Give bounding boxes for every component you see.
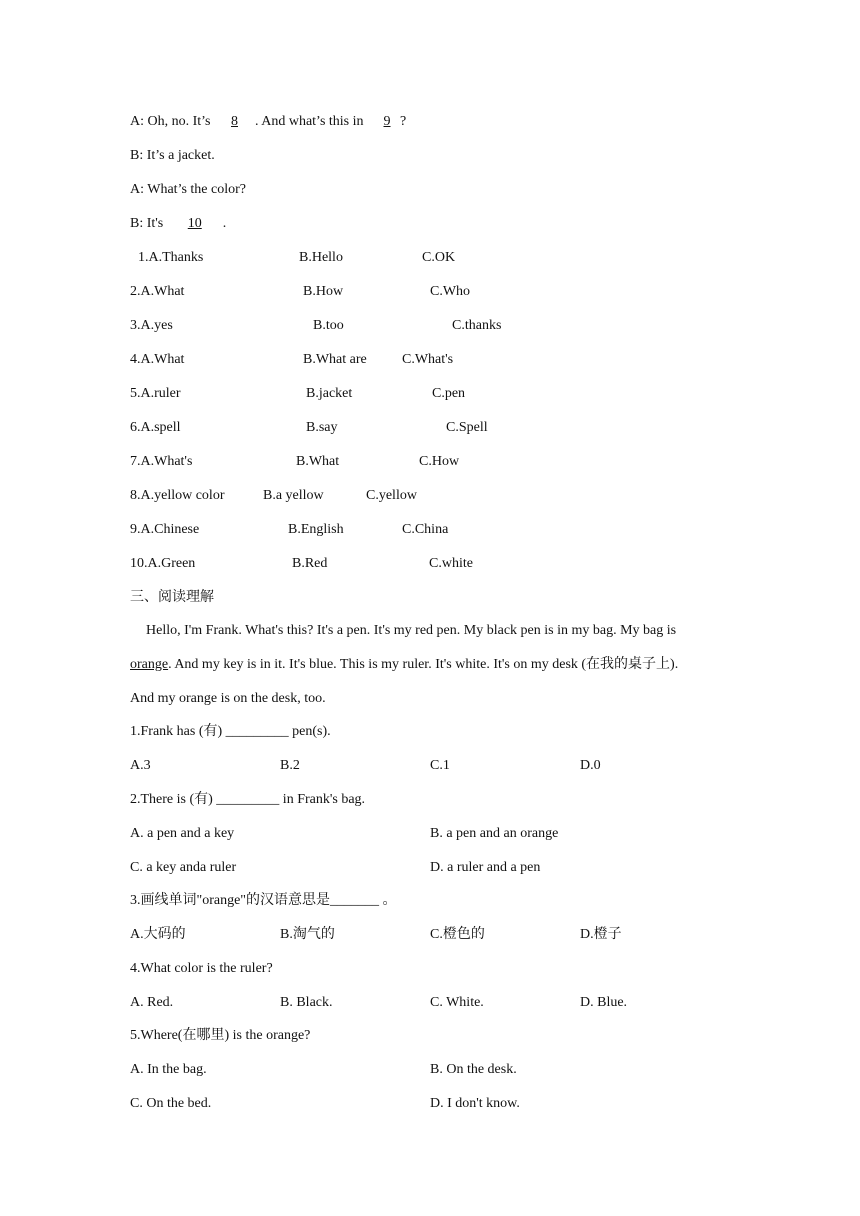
option-7a: 7.A.What's bbox=[130, 454, 193, 469]
option-6c: C.Spell bbox=[446, 420, 488, 435]
dialogue-text: A: Oh, no. It’s bbox=[130, 114, 214, 129]
option-10a: 10.A.Green bbox=[130, 556, 196, 571]
option-7c: C.How bbox=[419, 454, 460, 469]
dialogue-line-a1 bbox=[130, 113, 406, 131]
option-1b: B.Hello bbox=[299, 250, 343, 265]
option-5b: B.jacket bbox=[306, 386, 353, 401]
dialogue-line-b1: B: It’s a jacket. bbox=[130, 148, 215, 163]
passage-text: . And my key is in it. It's blue. This is my ruler. It's white. It's on my desk (在我的桌子上). bbox=[168, 657, 679, 672]
question-5-stem: 5.Where(在哪里) is the orange? bbox=[130, 1028, 311, 1043]
q4-option-a: A. Red. bbox=[130, 995, 174, 1010]
q5-option-a: A. In the bag. bbox=[130, 1062, 207, 1077]
passage-line-1: Hello, I'm Frank. What's this? It's a pen. It's my red pen. My black pen is in my bag. My bag is bbox=[146, 623, 677, 638]
section-heading: 三、阅读理解 bbox=[130, 590, 214, 605]
passage-line-2 bbox=[130, 656, 678, 674]
q2-option-b: B. a pen and an orange bbox=[430, 826, 559, 841]
option-4a: 4.A.What bbox=[130, 352, 185, 367]
q1-option-b: B.2 bbox=[280, 758, 300, 773]
option-5c: C.pen bbox=[432, 386, 466, 401]
dialogue-text: ? bbox=[400, 114, 407, 129]
option-4b: B.What are bbox=[303, 352, 367, 367]
q3-option-a: A.大码的 bbox=[130, 927, 186, 942]
option-1c: C.OK bbox=[422, 250, 456, 265]
blank-9: 9 bbox=[383, 114, 391, 129]
q3-option-c: C.橙色的 bbox=[430, 927, 485, 942]
passage-line-3: And my orange is on the desk, too. bbox=[130, 691, 326, 706]
question-1-stem: 1.Frank has (有) _________ pen(s). bbox=[130, 724, 331, 739]
question-2-stem: 2.There is (有) _________ in Frank's bag. bbox=[130, 792, 366, 807]
option-1a: 1.A.Thanks bbox=[138, 250, 204, 265]
dialogue-text: . bbox=[222, 216, 227, 231]
q5-option-d: D. I don't know. bbox=[430, 1096, 520, 1111]
option-2a: 2.A.What bbox=[130, 284, 185, 299]
option-8c: C.yellow bbox=[366, 488, 417, 503]
blank-8: 8 bbox=[231, 114, 238, 129]
option-10b: B.Red bbox=[292, 556, 328, 571]
option-5a: 5.A.ruler bbox=[130, 386, 181, 401]
option-6b: B.say bbox=[306, 420, 338, 435]
option-8b: B.a yellow bbox=[263, 488, 324, 503]
dialogue-line-b2 bbox=[130, 215, 226, 233]
dialogue-text: . And what’s this in bbox=[255, 114, 364, 129]
underlined-word-orange: orange bbox=[130, 657, 169, 672]
q2-option-c: C. a key anda ruler bbox=[130, 860, 237, 875]
option-4c: C.What's bbox=[402, 352, 454, 367]
option-3c: C.thanks bbox=[452, 318, 502, 333]
q3-option-b: B.淘气的 bbox=[280, 927, 335, 942]
q1-option-c: C.1 bbox=[430, 758, 450, 773]
q4-option-b: B. Black. bbox=[280, 995, 333, 1010]
q4-option-d: D. Blue. bbox=[580, 995, 628, 1010]
option-9a: 9.A.Chinese bbox=[130, 522, 200, 537]
q3-option-d: D.橙子 bbox=[580, 927, 622, 942]
q4-option-c: C. White. bbox=[430, 995, 484, 1010]
question-3-stem: 3.画线单词"orange"的汉语意思是_______ 。 bbox=[130, 893, 397, 908]
option-10c: C.white bbox=[429, 556, 473, 571]
q1-option-a: A.3 bbox=[130, 758, 151, 773]
option-2b: B.How bbox=[303, 284, 344, 299]
question-4-stem: 4.What color is the ruler? bbox=[130, 961, 273, 976]
dialogue-text: B: It's bbox=[130, 216, 167, 231]
option-9c: C.China bbox=[402, 522, 449, 537]
option-7b: B.What bbox=[296, 454, 340, 469]
blank-10: 10 bbox=[187, 216, 202, 231]
option-9b: B.English bbox=[288, 522, 344, 537]
q2-option-d: D. a ruler and a pen bbox=[430, 860, 541, 875]
q5-option-c: C. On the bed. bbox=[130, 1096, 212, 1111]
q1-option-d: D.0 bbox=[580, 758, 601, 773]
option-2c: C.Who bbox=[430, 284, 471, 299]
q5-option-b: B. On the desk. bbox=[430, 1062, 517, 1077]
option-3b: B.too bbox=[313, 318, 344, 333]
q2-option-a: A. a pen and a key bbox=[130, 826, 235, 841]
dialogue-line-a2: A: What’s the color? bbox=[130, 182, 246, 197]
option-6a: 6.A.spell bbox=[130, 420, 181, 435]
option-3a: 3.A.yes bbox=[130, 318, 173, 333]
option-8a: 8.A.yellow color bbox=[130, 488, 225, 503]
